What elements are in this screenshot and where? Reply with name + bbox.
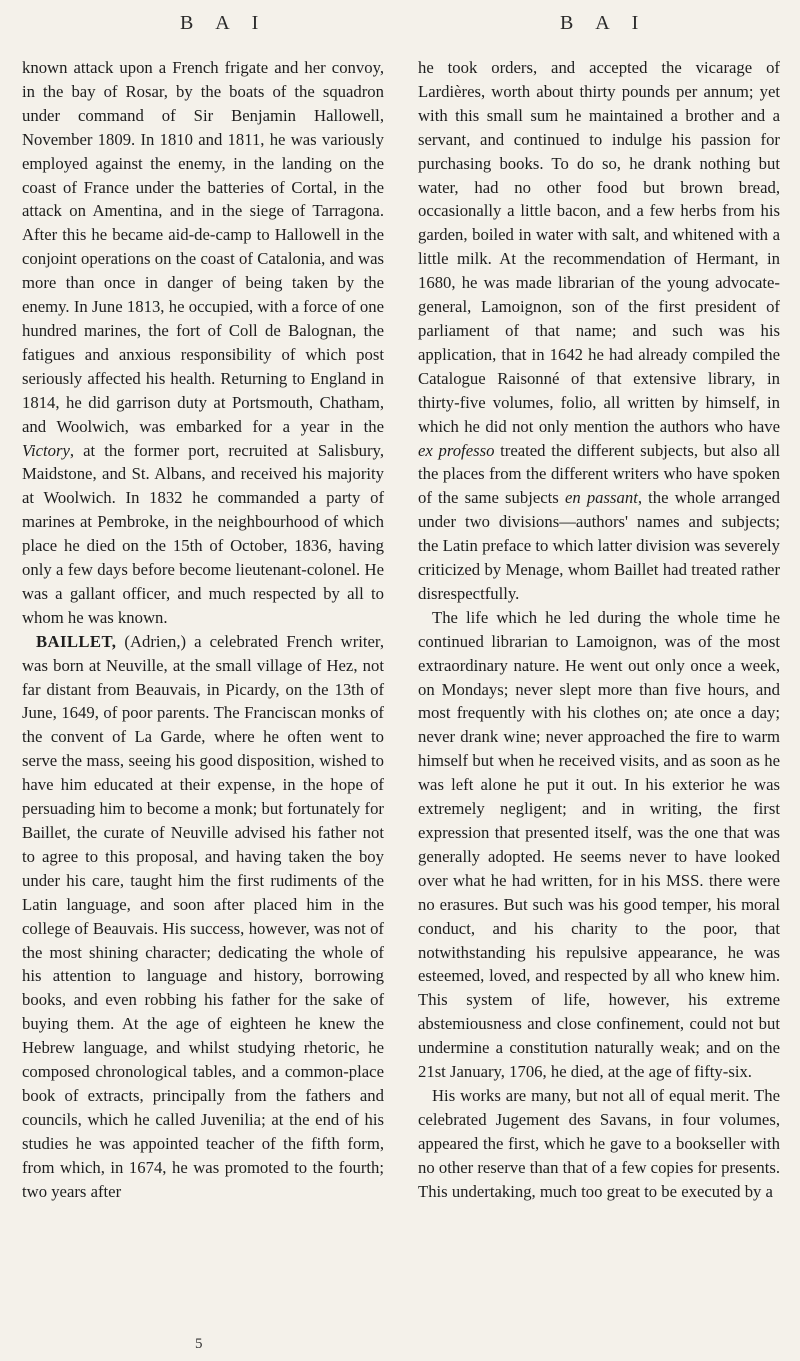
text-run: known attack upon a French frigate and her convoy, in the bay of Rosar, by the boats of the squadron under command of Sir Benjamin Hallowell, November 1809. In 1810 and 1811, he was variously employed against the enemy, in the landing on the coast of France under the batteries of Cortal, in the attack on Amentina, and in the siege of Tarragona. After this he became aid-de-camp to Hallowell in the conjoint operations on the coast of Catalonia, and was more than once in danger of being taken by the enemy. In June 1813, he occupied, with a force of one hundred marines, the fort of Coll de Balognan, the fatigues and anxious responsibility of which post seriously affected his health. Returning to England in 1814, he did garrison duty at Portsmouth, Chatham, and Woolwich, was embarked for a year in the	[22, 58, 384, 436]
entry-headword: BAILLET,	[36, 631, 117, 651]
left-column	[22, 56, 384, 1204]
right-column	[418, 56, 780, 1204]
hallowell-officer-paragraph	[22, 56, 384, 630]
vicarage-paragraph	[418, 56, 780, 606]
works-paragraph: His works are many, but not all of equal merit. The celebrated Jugement des Savans, in four volumes, appeared the first, which he gave to a bookseller with no other reserve than that of a few copies for presents. This undertaking, much too great to be executed by a	[418, 1085, 780, 1201]
text-run: (Adrien,) a celebrated French writer, was born at Neuville, at the small village of Hez, not far distant from Beauvais, in Picardy, on the 13th of June, 1649, of poor parents. The Franciscan monks of the convent of La Garde, where he often went to serve the mass, seeing his good disposition, wished to have him educated at their expense, in the hope of persuading him to become a monk; but fortunately for Baillet, the curate of Neuville advised his father not to agree to this proposal, and having taken the boy under his care, taught him the first rudiments of the Latin language, and soon after placed him in the college of Beauvais. His success, however, was not of the most shining character; dedicating the whole of his attention to language and history, borrowing books, and even robbing his father for the sake of buying them. At the age of eighteen he knew the Hebrew language, and whilst studying rhetoric, he composed chronological tables, and a common-place book of extracts, principally from the fathers and councils, which he called Juvenilia; at the end of his studies he was appointed teacher of the fifth form, from which, in 1674, he was promoted to the fourth; two years after	[22, 631, 384, 1201]
text-run: he took orders, and accepted the vicarage of Lardières, worth about thirty pounds per annum; yet with this small sum he maintained a brother and a servant, and continued to indulge his passion for purchasing books. To do so, he drank nothing but water, had no other food but brown bread, occasionally a little bacon, and a few herbs from his garden, boiled in water with salt, and whitened with a little milk. At the recommendation of Hermant, in 1680, he was made librarian of the young advocate-general, Lamoignon, son of the first president of parliament of that name; and such was his application, that in 1642 he had already compiled the Catalogue Raisonné of that extensive library, in thirty-five volumes, folio, all written by himself, in which he did not only mention the authors who have	[418, 58, 780, 436]
life-paragraph: The life which he led during the whole time he continued librarian to Lamoignon, was of the most extraordinary nature. He went out only once a week, on Mondays; never slept more than five hours, and most frequently with his clothes on; ate once a day; never drank wine; never approached the fire to warm himself but when he received visits, and as soon as he was left alone he put it out. In his exterior he was extremely negligent; and in writing, the first expression that presented itself, was the one that was generally adopted. He seems never to have looked over what he had written, for in his MSS. there were no erasures. But such was his good temper, his moral conduct, and his charity to the poor, that notwithstanding his repulsive appearance, he was esteemed, loved, and respected by all who knew him. This system of life, however, his extreme abstemiousness and close confinement, could not but undermine a constitution naturally weak; and on the 21st January, 1706, he died, at the age of fifty-six.	[418, 607, 780, 1082]
running-head-left: B A I	[180, 12, 268, 34]
text-run: treated the different subjects, but also all the places from the different writers who have spoken of the same subjects	[418, 440, 780, 508]
text-run: , at the former port, recruited at Salisbury, Maidstone, and St. Albans, and received his majority at Woolwich. In 1832 he commanded a party of marines at Pembroke, in the neighbourhood of which place he died on the 15th of October, 1836, having only a few days before become lieutenant-colonel. He was a gallant officer, and much respected by all to whom he was known.	[22, 440, 384, 627]
italic-phrase: en passant	[564, 488, 638, 508]
page-number: 5	[195, 1336, 203, 1352]
ship-name-italic: Victory	[22, 440, 70, 460]
running-head-right: B A I	[560, 12, 648, 34]
italic-phrase: ex professo	[418, 440, 495, 460]
baillet-entry-paragraph	[22, 630, 384, 1204]
text-run: , the whole arranged under two divisions—authors' names and subjects; the Latin preface to which latter division was severely criticized by Menage, whom Baillet had treated rather disrespectfully.	[418, 488, 780, 603]
